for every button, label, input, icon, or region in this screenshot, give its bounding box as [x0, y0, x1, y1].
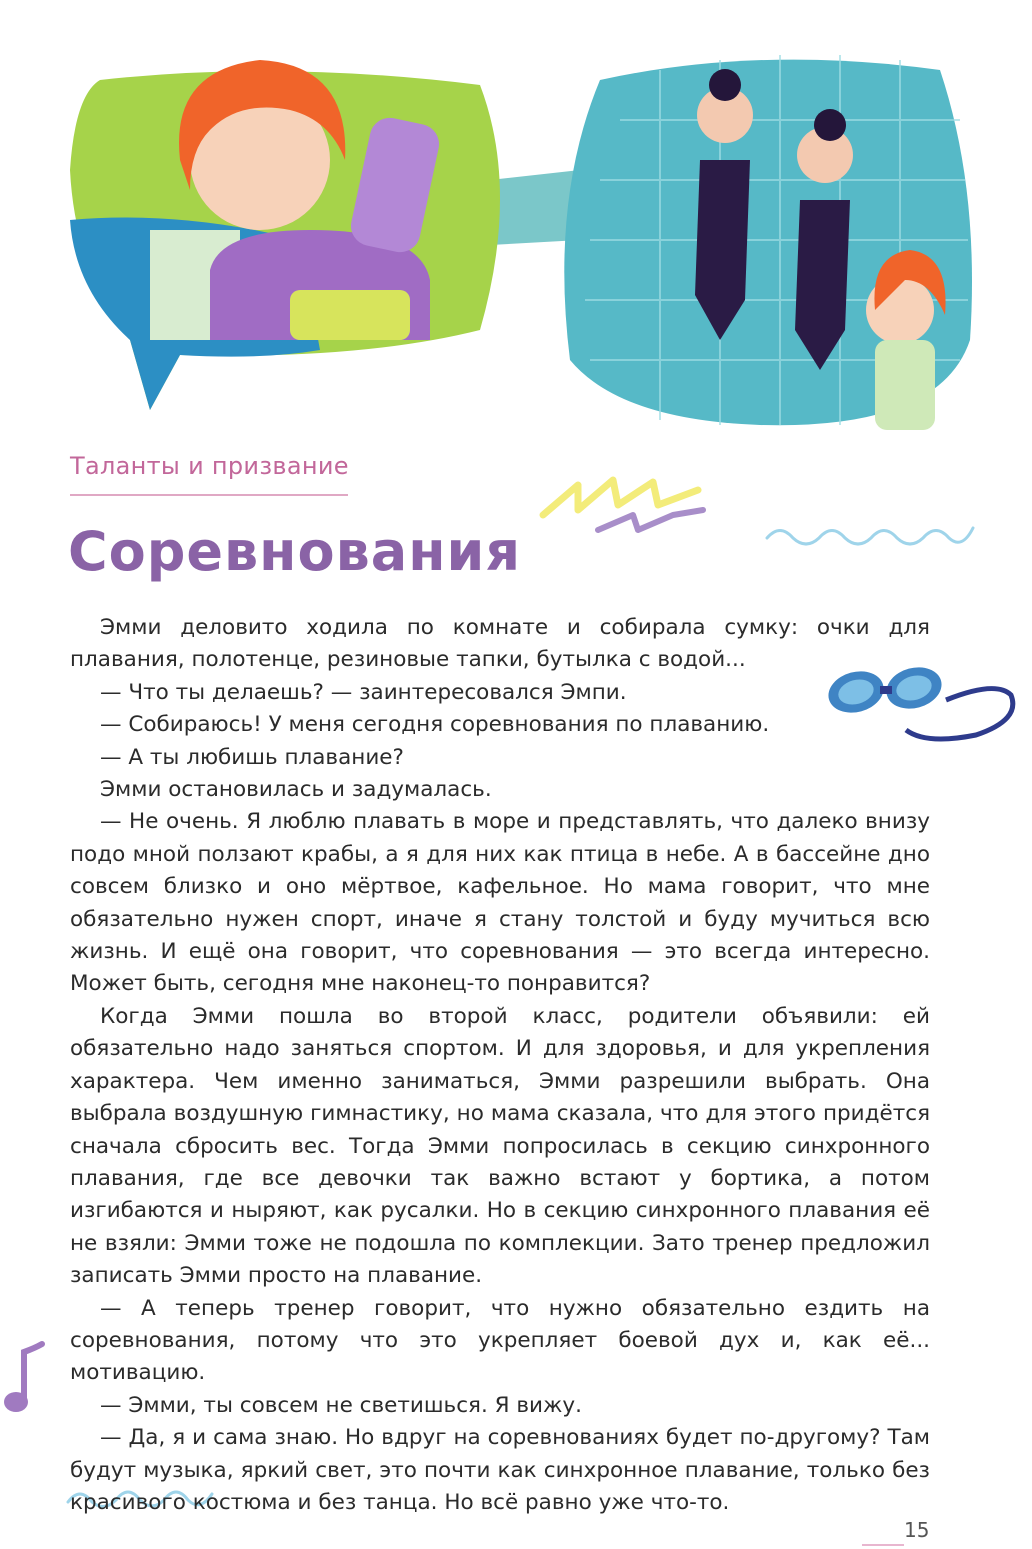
backpack-pocket: [290, 290, 410, 340]
girl-with-backpack-illustration: [70, 60, 500, 410]
paragraph: Когда Эмми пошла во второй класс, родители объявили: ей обязательно надо заняться спортом. И для здоровья, и для укрепления характера. Чем именно заниматься, Эмми разрешили выбрать. Она выбрала воздушную гимнастику, но мама сказала, что для этого придётся сначала сбросить вес. Тогда Эмми попросилась в секцию синхронного плавания, где все девочки так важно встают у бортика, а потом изгибаются и ныряют, как русалки. Но в секцию синхронного плавания её не взяли: Эмми тоже не подошла по комплекции. Зато тренер предложил записать Эмми просто на плавание.: [70, 1003, 930, 1289]
synchronized-swimmers-illustration: [564, 55, 972, 430]
paragraph: — Да, я и сама знаю. Но вдруг на соревнованиях будет по-другому? Там будут музыка, яркий свет, это почти как синхронное плавание, только без красивого костюма и без танца. Но всё равно уже что-то.: [70, 1425, 930, 1515]
small-girl-shirt: [875, 340, 935, 430]
header-illustration: [60, 40, 980, 460]
wave-decoration-top: [765, 518, 975, 552]
story-text: [70, 612, 930, 1519]
paragraph: — Эмми, ты совсем не светишься. Я вижу.: [100, 1392, 582, 1418]
music-note-icon: [0, 1340, 50, 1420]
paragraph: — А теперь тренер говорит, что нужно обязательно ездить на соревнования, потому что это укрепляет боевой дух и, как её... мотивацию.: [70, 1295, 930, 1386]
page-number-line: [862, 1544, 904, 1546]
section-label: Таланты и призвание: [70, 452, 349, 480]
section-underline: [70, 494, 348, 496]
paragraph: — А ты любишь плавание?: [100, 744, 404, 770]
paragraph: Эмми остановилась и задумалась.: [100, 777, 492, 803]
page-number: 15: [904, 1518, 930, 1542]
paragraph: — Не очень. Я люблю плавать в море и представлять, что далеко внизу подо мной ползают крабы, а я для них как птица в небе. А в бассейне дно совсем близко и оно мёртвое, кафельное. Но мама говорит, что мне обязательно нужен спорт, иначе я стану толстой и буду мучиться всю жизнь. И ещё она говорит, что соревнования — это всегда интересно. Может быть, сегодня мне наконец-то понравится?: [70, 809, 930, 997]
page-title: Соревнования: [68, 520, 522, 583]
paragraph: — Что ты делаешь? — заинтересовался Эмпи.: [100, 679, 627, 705]
zigzag-decoration: [538, 470, 708, 550]
paragraph: — Собираюсь! У меня сегодня соревнования по плаванию.: [100, 712, 770, 738]
paragraph: Эмми деловито ходила по комнате и собирала сумку: очки для плавания, полотенце, резиновые тапки, бутылка с водой...: [70, 615, 930, 673]
